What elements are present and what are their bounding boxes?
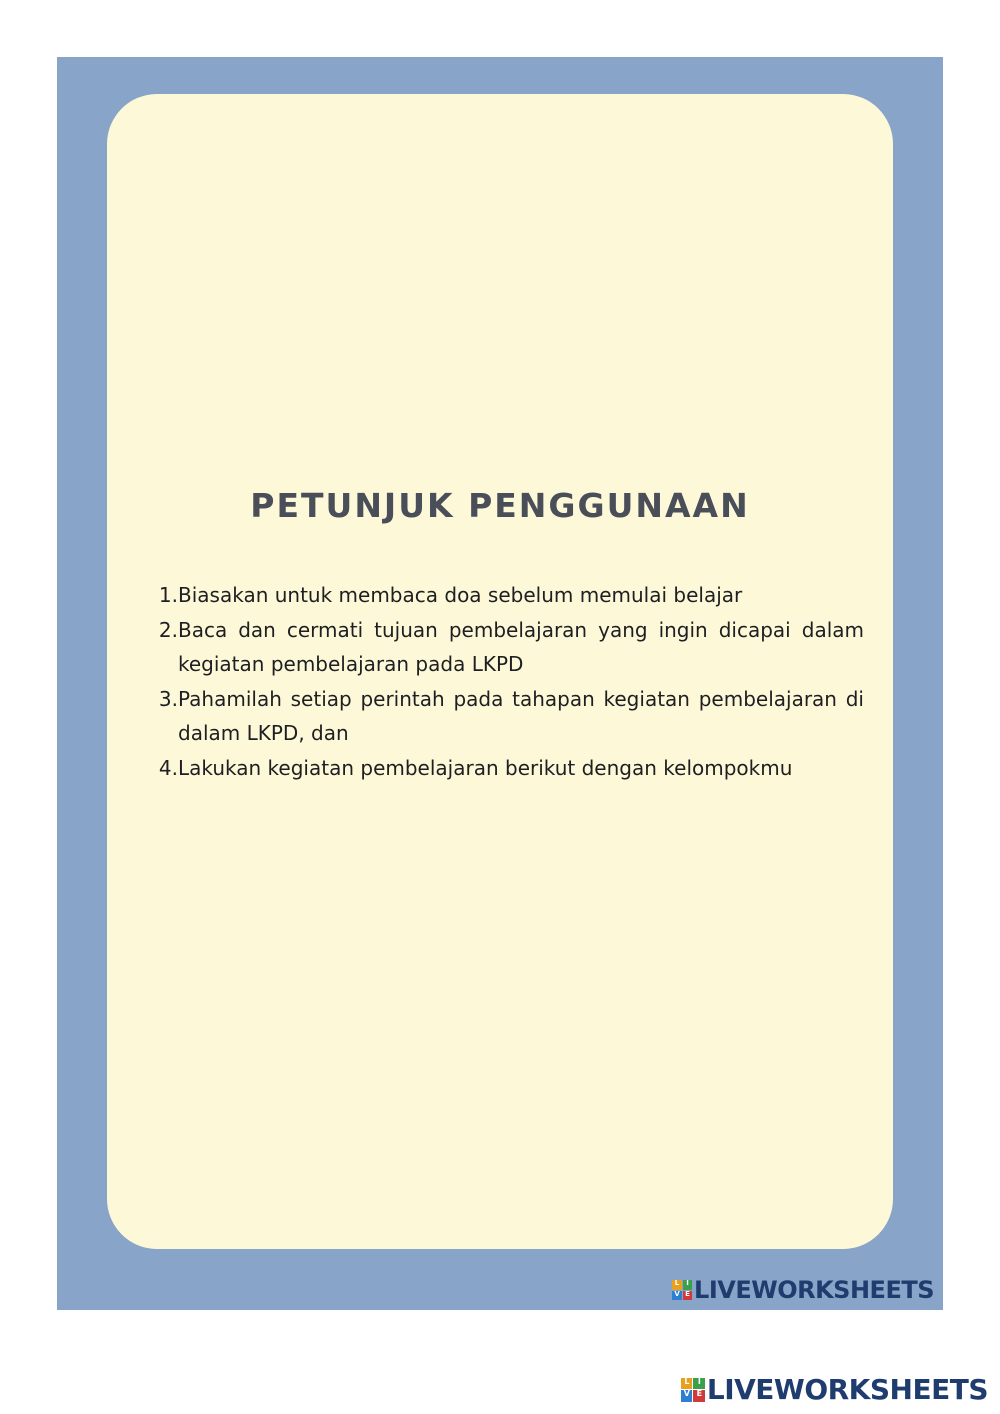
list-item (152, 751, 864, 786)
liveworksheets-logo-icon: L I V E (672, 1280, 692, 1300)
list-item-number: 4. (158, 755, 178, 780)
liveworksheets-watermark-outer[interactable] (681, 1373, 988, 1406)
list-item (152, 613, 864, 682)
list-item-text: Lakukan kegiatan pembelajaran berikut dengan kelompokmu (178, 755, 793, 780)
page-title: PETUNJUK PENGGUNAAN (250, 486, 750, 525)
list-item-text: Baca dan cermati tujuan pembelajaran yang ingin dicapai dalam kegiatan pembelajaran pada LKPD (178, 617, 864, 676)
list-item-number: 2. (158, 617, 178, 642)
liveworksheets-logo-icon: L I V E (681, 1378, 705, 1402)
instruction-list (152, 578, 864, 785)
list-item-text: Biasakan untuk membaca doa sebelum memulai belajar (178, 583, 743, 607)
list-item (152, 682, 864, 751)
brand-name: LIVEWORKSHEETS (694, 1276, 934, 1304)
list-item-text: Pahamilah setiap perintah pada tahapan kegiatan pembelajaran di dalam LKPD, dan (178, 686, 864, 745)
list-item-number: 3. (158, 686, 178, 711)
liveworksheets-watermark-inner (672, 1276, 934, 1304)
brand-name: LIVEWORKSHEETS (706, 1373, 988, 1406)
list-item-number: 1. (158, 583, 178, 607)
list-item (152, 578, 864, 613)
